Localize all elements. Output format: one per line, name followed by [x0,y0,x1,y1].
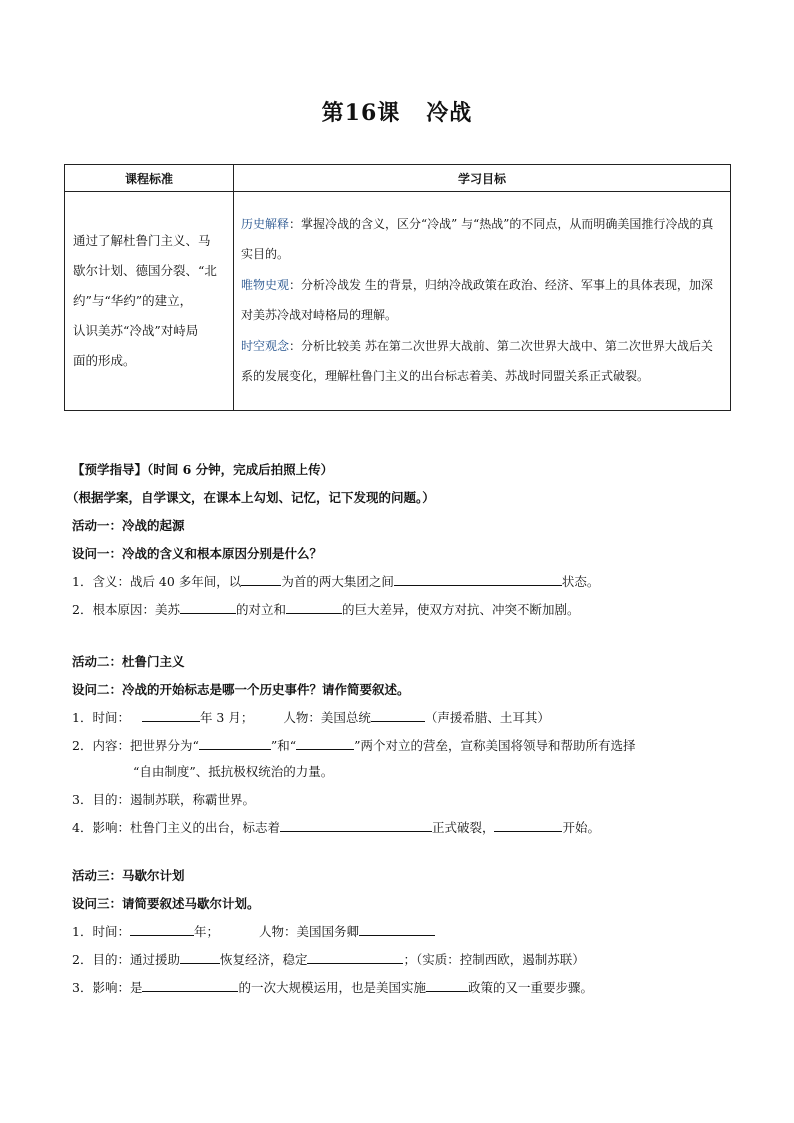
activity3-question: 设问三：请简要叙述马歇尔计划。 [72,896,260,911]
activity3-item1: 1．时间： 年； 人物：美国国务卿 [72,922,435,940]
page-title [0,96,794,127]
standard-line: 约”与“华约”的建立， [73,293,193,308]
activity1-question: 设问一：冷战的含义和根本原因分别是什么？ [72,546,323,561]
answer-blank[interactable] [142,979,238,992]
header-goals: 学习目标 [234,165,731,192]
header-standard: 课程标准 [65,165,234,192]
activity3-item3: 3．影响：是 的一次大规模运用，也是美国实施 政策的又一重要步骤。 [72,980,593,995]
standard-line: 通过了解杜鲁门主义、马 [73,233,211,248]
activity3-title: 活动三：马歇尔计划 [72,868,185,883]
activity2-item2: 2．内容：把世界分为“ ”和“ ”两个对立的营垒，宣称美国将领导和帮助所有选择 [72,738,636,753]
activity3-item2: 2．目的：通过援助 恢复经济，稳定 ；（实质：控制西欧，遏制苏联） [72,952,585,967]
goal-space-time: 时空观念：分析比较美 苏在第二次世界大战前、第二次世界大战中、第二次世界大战后关系的发展变化，理解杜鲁门主义的出台标志着美、苏战时同盟关系正式破裂。 [241,338,713,383]
standard-line: 认识美苏“冷战”对峙局 [73,323,199,338]
activity2-title: 活动二：杜鲁门主义 [72,654,185,669]
answer-blank[interactable] [180,601,236,614]
activity2-item3: 3．目的：遏制苏联，称霸世界。 [72,792,255,807]
answer-blank[interactable] [307,951,403,964]
answer-blank[interactable] [286,601,342,614]
answer-blank[interactable] [494,819,562,832]
preview-heading: 【预学指导】（时间 6 分钟，完成后拍照上传） [72,462,334,477]
activity1-item1: 1．含义：战后 40 多年间，以 为首的两大集团之间 状态。 [72,574,600,589]
answer-blank[interactable] [199,737,271,750]
answer-blank[interactable] [280,819,432,832]
goals-cell [234,192,731,411]
activity1-title: 活动一：冷战的起源 [72,518,185,533]
standard-cell [65,192,234,411]
lesson-number: 第16课 [321,100,401,126]
answer-blank[interactable] [359,923,435,936]
standard-line: 面的形成。 [73,353,136,368]
standard-line: 歇尔计划、德国分裂、“北 [73,263,217,278]
goal-history-interpretation: 历史解释：掌握冷战的含义，区分“冷战” 与“热战”的不同点，从而明确美国推行冷战的真实目的。 [241,216,714,261]
answer-blank[interactable] [241,573,281,586]
activity2-question: 设问二：冷战的开始标志是哪一个历史事件？请作简要叙述。 [72,682,410,697]
answer-blank[interactable] [394,573,562,586]
answer-blank[interactable] [180,951,220,964]
lesson-topic: 冷战 [426,100,473,126]
answer-blank[interactable] [426,979,468,992]
answer-blank[interactable] [371,709,425,722]
objectives-table [64,164,731,411]
activity2-item4: 4．影响：杜鲁门主义的出台，标志着 正式破裂， 开始。 [72,820,600,835]
answer-blank[interactable] [130,923,194,936]
goal-materialism: 唯物史观：分析冷战发 生的背景，归纳冷战政策在政治、经济、军事上的具体表现，加深对美苏冷战对峙格局的理解。 [241,277,713,322]
answer-blank[interactable] [296,737,354,750]
activity1-item2: 2．根本原因：美苏 的对立和 的巨大差异，使双方对抗、冲突不断加剧。 [72,602,580,617]
activity2-item2-cont: “自由制度”、抵抗极权统治的力量。 [133,764,334,779]
activity2-item1: 1．时间： 年 3 月； 人物：美国总统 （声援希腊、土耳其） [72,710,550,725]
preview-note: （根据学案，自学课文，在课本上勾划、记忆，记下发现的问题。） [66,490,435,505]
answer-blank[interactable] [142,709,200,722]
